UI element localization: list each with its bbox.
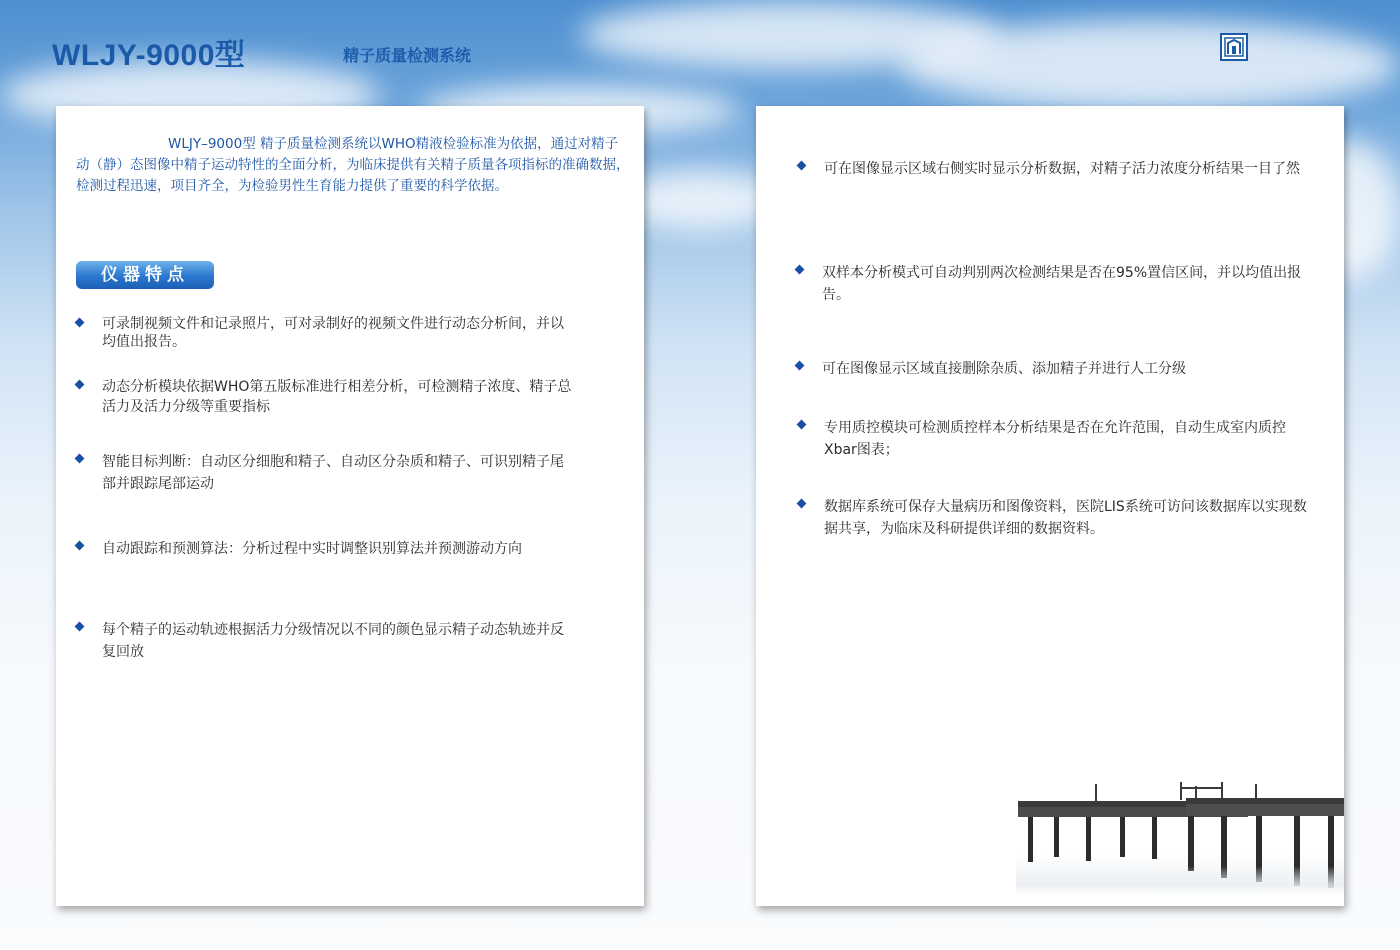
feature-text: 可在图像显示区域直接删除杂质、添加精子并进行人工分级 xyxy=(822,361,1186,377)
feature-text: 专用质控模块可检测质控样本分析结果是否在允许范围，自动生成室内质控Xbar图表； xyxy=(824,420,1286,458)
feature-item xyxy=(798,158,1308,180)
feature-text: 每个精子的运动轨迹根据活力分级情况以不同的颜色显示精子动态轨迹并反复回放 xyxy=(102,622,564,660)
feature-item xyxy=(76,538,576,560)
right-page xyxy=(756,106,1344,906)
company-logo-icon xyxy=(1220,33,1248,61)
intro-paragraph: WLJY–9000型 精子质量检测系统以WHO精液检验标准为依据，通过对精子动（静）态图像中精子运动特性的全面分析，为临床提供有关精子质量各项指标的准确数据，检测过程迅速，项目齐全，为检验男性生育能力提供了重要的科学依据。 xyxy=(76,136,630,194)
feature-text: 可录制视频文件和记录照片，可对录制好的视频文件进行动态分析间，并以均值出报告。 xyxy=(102,316,564,350)
feature-text: 自动跟踪和预测算法：分析过程中实时调整识别算法并预测游动方向 xyxy=(102,541,522,557)
pier-illustration xyxy=(1016,776,1344,896)
feature-item xyxy=(76,619,576,663)
feature-item xyxy=(76,451,576,495)
page-subtitle: 精子质量检测系统 xyxy=(343,46,472,65)
feature-item xyxy=(796,262,1310,306)
feature-item xyxy=(798,417,1310,461)
feature-text: 智能目标判断：自动区分细胞和精子、自动区分杂质和精子、可识别精子尾部并跟踪尾部运动 xyxy=(102,454,564,492)
cloud xyxy=(900,20,1400,110)
feature-text: 双样本分析模式可自动判别两次检测结果是否在95%置信区间，并以均值出报告。 xyxy=(822,265,1302,303)
feature-item xyxy=(796,358,1310,380)
feature-text: 可在图像显示区域右侧实时显示分析数据，对精子活力浓度分析结果一目了然 xyxy=(824,161,1300,177)
left-page xyxy=(56,106,644,906)
feature-item xyxy=(76,315,576,351)
feature-text: 数据库系统可保存大量病历和图像资料，医院LIS系统可访问该数据库以实现数据共享，为临床及科研提供详细的数据资料。 xyxy=(824,499,1307,537)
page-title: WLJY-9000型 xyxy=(52,39,246,72)
feature-item xyxy=(76,377,576,417)
section-title-features: 仪器特点 xyxy=(76,261,214,289)
feature-text: 动态分析模块依据WHO第五版标准进行相差分析，可检测精子浓度、精子总活力及活力分级等重要指标 xyxy=(102,379,572,415)
feature-item xyxy=(798,496,1310,540)
